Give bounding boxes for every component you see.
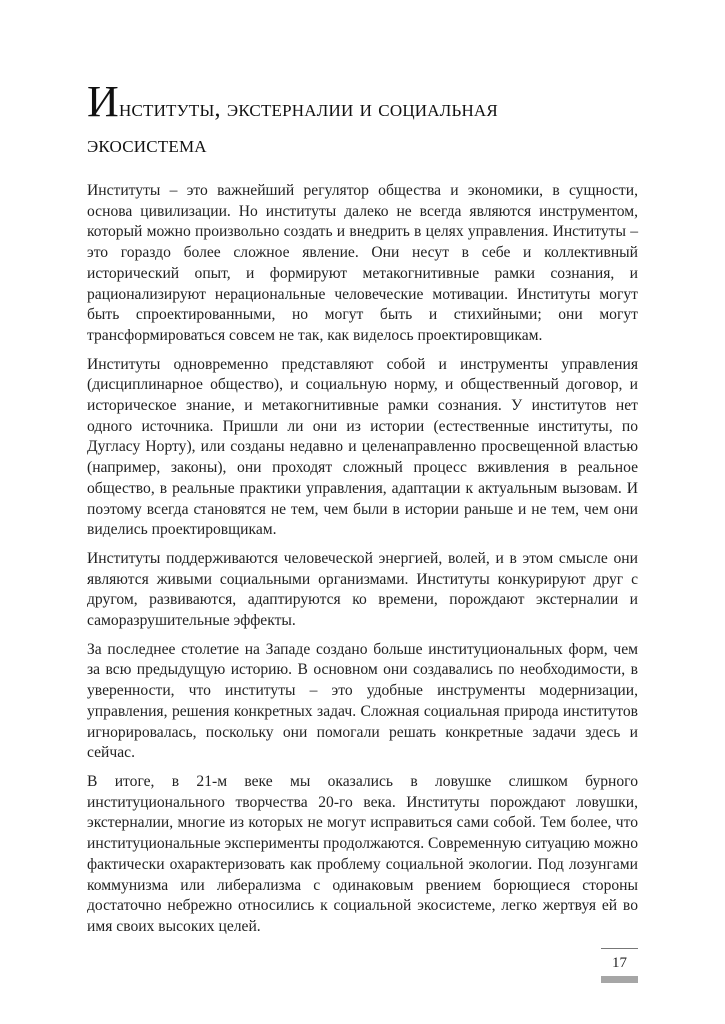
title-line-1-rest: нституты, экстерналии и социальная [118, 96, 498, 122]
page-number: 17 [612, 955, 627, 971]
title-line-1 [87, 77, 647, 131]
paragraph-5: В итоге, в 21-м веке мы оказались в ловушке слишком бурного институционального творчества 20-го века. Институты порождают ловушки, экстерналии, многие из которых не могут исправиться сами собой. Тем более, что институциональные эксперименты продолжаются. Современную ситуацию можно фактически охарактеризовать как проблему социальной экологии. Под лозунгами коммунизма или либерализма с одинаковым рвением борющиеся стороны достаточно небрежно относились к социальной экосистеме, легко жертвуя ей во имя своих высоких целей. [87, 772, 638, 935]
title-line-2: экосистема [87, 132, 207, 158]
page-number-bar [601, 976, 638, 983]
paragraph-3: Институты поддерживаются человеческой энергией, волей, и в этом смысле они являются живыми социальными организмами. Институты конкурируют друг с другом, развиваются, адаптируются ко времени, порождают экстерналии и саморазрушительные эффекты. [87, 549, 638, 630]
chapter-title [87, 77, 647, 159]
paragraph-4: За последнее столетие на Западе создано больше институциональных форм, чем за всю предыдущую историю. В основном они создавались по необходимости, в уверенности, что институты – это удобные инструменты модернизации, управления, решения конкретных задач. Сложная социальная природа институтов игнорировалась, поскольку они помогали решать конкретные задачи здесь и сейчас. [87, 640, 638, 762]
page-number-box [601, 948, 638, 983]
paragraph-2: Институты одновременно представляют собой и инструменты управления (дисциплинарное общество), и социальную норму, и общественный договор, и историческое знание, и метакогнитивные рамки сознания. У институтов нет одного источника. Пришли ли они из истории (естественные институты, по Дугласу Норту), или созданы недавно и целенаправленно просвещенной властью (например, законы), они проходят сложный процесс вживления в реальное общество, в реальные практики управления, адаптации к актуальным вызовам. И поэтому всегда становятся не тем, чем были в истории раньше и не тем, чем они виделись проектировщикам. [87, 355, 638, 539]
paragraph-1: Институты – это важнейший регулятор общества и экономики, в сущности, основа цивилизации. Но институты далеко не всегда являются инструментом, который можно произвольно создать и внедрить в целях управления. Институты – это гораздо более сложное явление. Они несут в себе и коллективный исторический опыт, и формируют метакогнитивные рамки сознания, и рационализируют нерациональные человеческие мотивации. Институты могут быть спроектированными, но могут быть и стихийными; они могут трансформироваться совсем не так, как виделось проектировщикам. [87, 182, 638, 344]
body-text [87, 181, 638, 946]
title-drop-cap: И [87, 77, 119, 126]
